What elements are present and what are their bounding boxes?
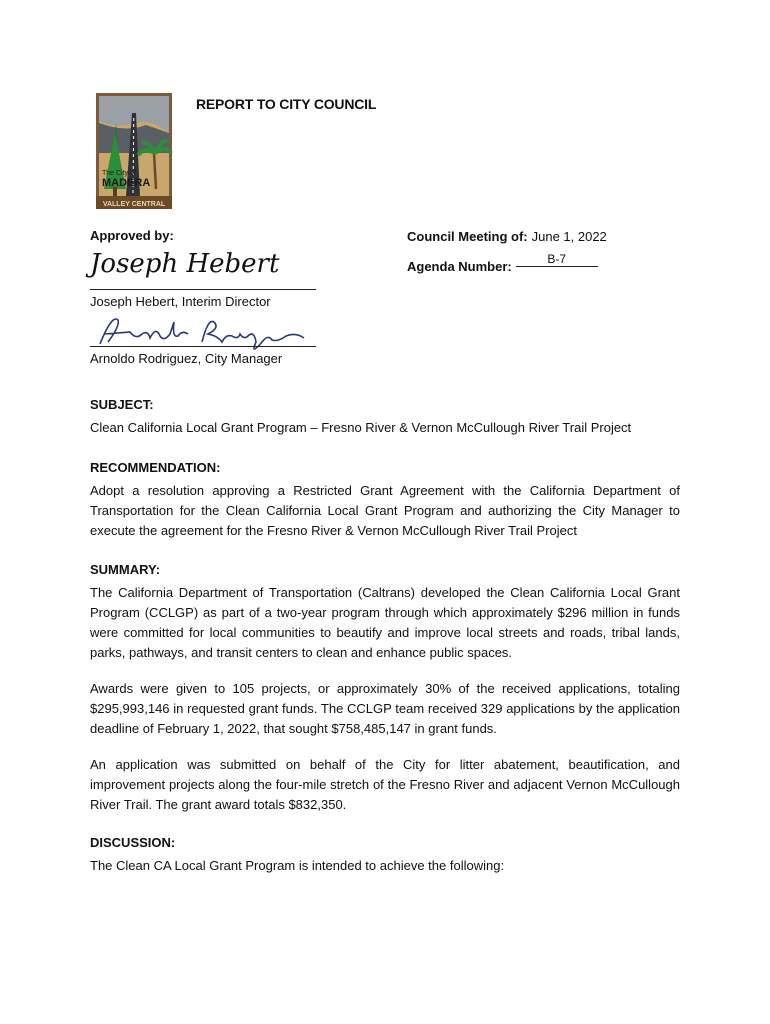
logo-text-line2: MADERA [102, 177, 151, 189]
summary-paragraph-3: An application was submitted on behalf of the City for litter abatement, beautification, and improvement projects along the four-mile stretch of the Fresno River and adjacent Vernon McCullough River Trail. The grant award totals $832,350. [90, 757, 680, 812]
agenda-number-value: B-7 [516, 252, 598, 267]
agenda-number-label: Agenda Number: [407, 259, 512, 274]
joseph-hebert-signature [88, 244, 280, 284]
recommendation-section [90, 460, 680, 541]
discussion-text: The Clean CA Local Grant Program is intended to achieve the following: [90, 858, 505, 873]
summary-paragraph-1: The California Department of Transportation (Caltrans) developed the Clean California Local Grant Program (CCLGP) as part of a two-year program through which approximately $296 million in funds were committed for local communities to beautify and improve local streets and roads, tribal lands, parks, pathways, and transit centers to clean and enhance public spaces. [90, 585, 680, 660]
council-meeting-info [407, 228, 607, 246]
summary-paragraph-2: Awards were given to 105 projects, or approximately 30% of the received applications, totaling $295,993,146 in requested grant funds. The CCLGP team received 329 applications by the application deadline of February 1, 2022, that sought $758,485,147 in grant funds. [90, 681, 680, 736]
signer-2-name: Arnoldo Rodriguez, City Manager [90, 351, 283, 366]
signer-1-name: Joseph Hebert, Interim Director [90, 294, 271, 309]
logo-text-line1: The City of [102, 170, 136, 177]
council-meeting-date: June 1, 2022 [531, 229, 607, 244]
approved-by-label: Approved by: [90, 228, 174, 243]
city-of-madera-logo [96, 93, 172, 209]
signature-line-1 [90, 289, 316, 290]
report-title: REPORT TO CITY COUNCIL [196, 96, 377, 112]
svg-text:Joseph Hebert: Joseph Hebert [90, 249, 280, 279]
discussion-section [90, 835, 680, 876]
subject-heading: SUBJECT: [90, 397, 154, 412]
subject-text: Clean California Local Grant Program – Fresno River & Vernon McCullough River Trail Project [90, 420, 632, 435]
recommendation-heading: RECOMMENDATION: [90, 460, 221, 475]
discussion-heading: DISCUSSION: [90, 835, 176, 850]
recommendation-text: Adopt a resolution approving a Restricted Grant Agreement with the California Department of Transportation for the Clean California Local Grant Program and authorizing the City Manager to execute the agreement for the Fresno River & Vernon McCullough River Trail Project [90, 483, 680, 538]
logo-text-line3: VALLEY CENTRAL [102, 201, 166, 208]
summary-heading: SUMMARY: [90, 562, 161, 577]
summary-section [90, 562, 680, 815]
subject-section [90, 397, 680, 438]
agenda-number-info [407, 252, 598, 276]
signature-line-2 [90, 346, 316, 347]
council-meeting-label: Council Meeting of: [407, 229, 528, 244]
